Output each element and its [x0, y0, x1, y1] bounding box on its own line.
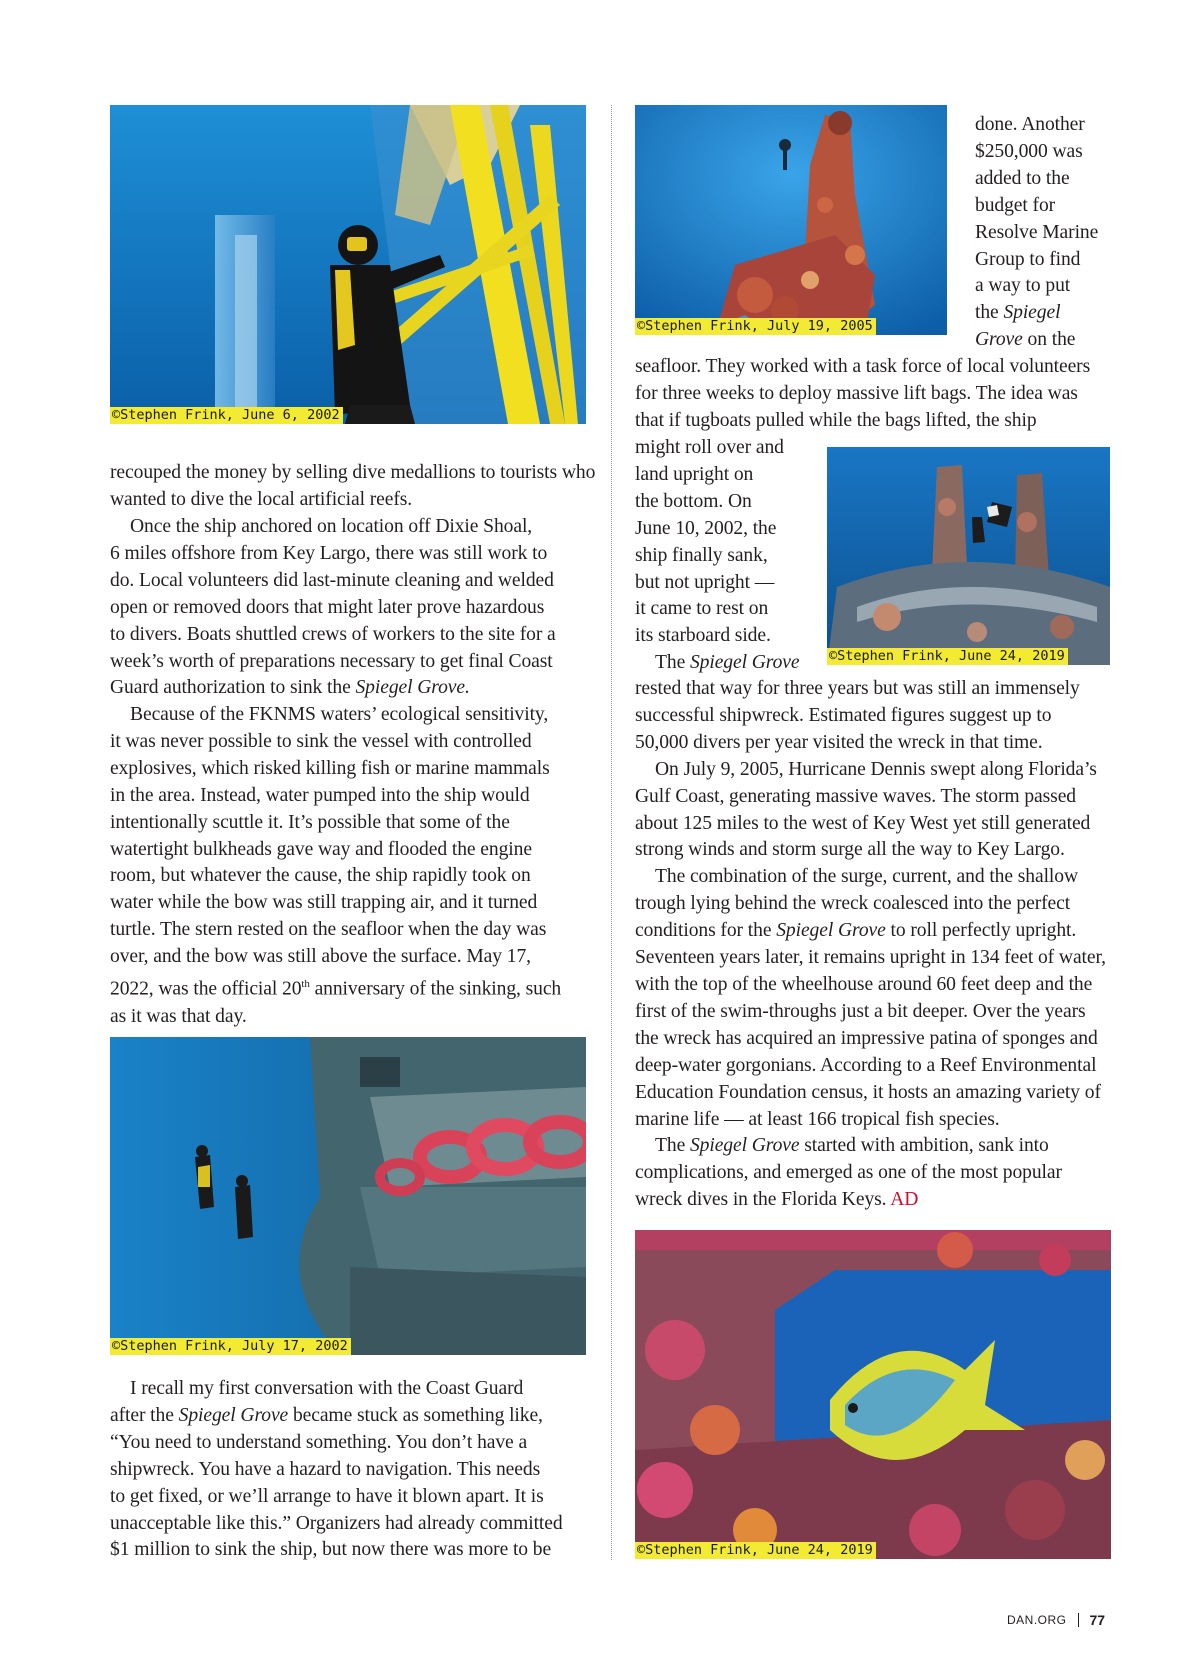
left-paragraph-4: I recall my first conversation with the Coast Guard after the Spiegel Grove became stuck as something like, “You need to understand something. You don’t have a shipwreck. You have a hazard to navigation. This needs to get fixed, or we’ll arrange to have it blown apart. It is unacceptable like this.” Organizers had already committed $1 million to sink the ship, but now there was more to be	[110, 1378, 563, 1561]
page-number: 77	[1089, 1611, 1106, 1628]
right-wide-block-1: seafloor. They worked with a task force of local volunteers for three weeks to deploy massive lift bags. The idea was that if tugboats pulled while the bags lifted, the ship	[635, 356, 1091, 431]
photo-diver-on-hull	[110, 105, 586, 424]
ship-name: Spiegel Grove	[689, 652, 800, 674]
left-paragraph-3: Because of the FKNMS waters’ ecological sensitivity, it was never possible to sink the vessel with controlled explosives, which risked killing fish or marine mammals in the area. Instead, water pumped into the ship would intentionally scuttle it. It’s possible that some of the watertight bulkheads gave way and flooded the engine room, but whatever the cause, the ship rapidly took on water while the bow was still trapping air, and it turned turtle. The stern rested on the seafloor when the day was over, and the bow was still above the surface. May 17, 2022, was the official 20th anniversary of the sinking, such as it was that day.	[110, 704, 562, 1027]
photo-credit: ©Stephen Frink, June 6, 2002	[110, 407, 343, 424]
ship-name: Spiegel Grove	[178, 1404, 289, 1426]
angelfish-photo	[635, 1230, 1111, 1559]
photo-credit: ©Stephen Frink, June 24, 2019	[827, 648, 1068, 665]
left-paragraph-2: Once the ship anchored on location off Dixie Shoal, 6 miles offshore from Key Largo, there was still work to do. Local volunteers did last-minute cleaning and welded open or removed doors that might later prove hazardous to divers. Boats shuttled crews of workers to the site for a week’s worth of preparations necessary to get final Coast Guard authorization to sink the Spiegel Grove.	[110, 516, 556, 699]
ship-name: Spiegel Grove	[689, 1135, 800, 1157]
footer-separator	[1078, 1613, 1079, 1627]
end-mark: AD	[890, 1189, 919, 1211]
photo-divers-superstructure	[827, 447, 1110, 665]
column-divider	[611, 105, 612, 1560]
photo-angelfish	[635, 1230, 1111, 1559]
right-narrow-block-1: done. Another $250,000 was added to the budget for Resolve Marine Group to find a way to put the Spiegel Grove on the	[975, 114, 1099, 351]
ship-name: Spiegel	[1003, 302, 1061, 324]
ship-name: Spiegel Grove	[776, 920, 886, 942]
photo-coral-wreck	[635, 105, 947, 335]
right-wide-block-2: rested that way for three years but was still an immensely successful shipwreck. Estimated figures suggest up to 50,000 divers per year visited the wreck in that time. On July 9, 2005, Hurricane Dennis swept along Florida’s Gulf Coast, generating massive waves. The storm passed about 125 miles to the west of Key West yet still generated strong winds and storm surge all the way to Key Largo. The combination of the surge, current, and the shallow trough lying behind the wreck coalesced into the perfect conditions for the Spiegel Grove to roll perfectly upright. Seventeen years later, it remains upright in 134 feet of water, with the top of the wheelhouse around 60 feet deep and the first of the swim-throughs just a bit deeper. Over the years the wreck has acquired an impressive patina of sponges and deep-water gorgonians. According to a Reef Environmental Education Foundation census, it hosts an amazing variety of marine life — at least 166 tropical fish species. The Spiegel Grove started with ambition, sank into complications, and emerged as one of the most popular wreck dives in the Florida Keys. AD	[635, 678, 1106, 1211]
photo-credit: ©Stephen Frink, July 17, 2002	[110, 1338, 351, 1355]
page-footer	[1007, 1611, 1105, 1633]
right-narrow-block-2: might roll over and land upright on the bottom. On June 10, 2002, the ship finally sank, but not upright — it came to rest on its starboard side. The Spiegel Grove	[635, 437, 800, 674]
left-paragraph-1: recouped the money by selling dive medallions to tourists who wanted to dive the local artificial reefs.	[110, 462, 596, 510]
ship-name: Spiegel Grove.	[355, 677, 470, 699]
diver-on-hull-photo	[110, 105, 586, 424]
anchor-chain-photo	[110, 1037, 586, 1355]
photo-credit: ©Stephen Frink, July 19, 2005	[635, 318, 876, 335]
divers-superstructure-photo	[827, 447, 1110, 665]
photo-anchor-chain	[110, 1037, 586, 1355]
ship-name: Grove	[975, 329, 1023, 351]
photo-credit: ©Stephen Frink, June 24, 2019	[635, 1542, 876, 1559]
site-url: DAN.ORG	[1007, 1612, 1067, 1627]
coral-wreck-photo	[635, 105, 947, 335]
